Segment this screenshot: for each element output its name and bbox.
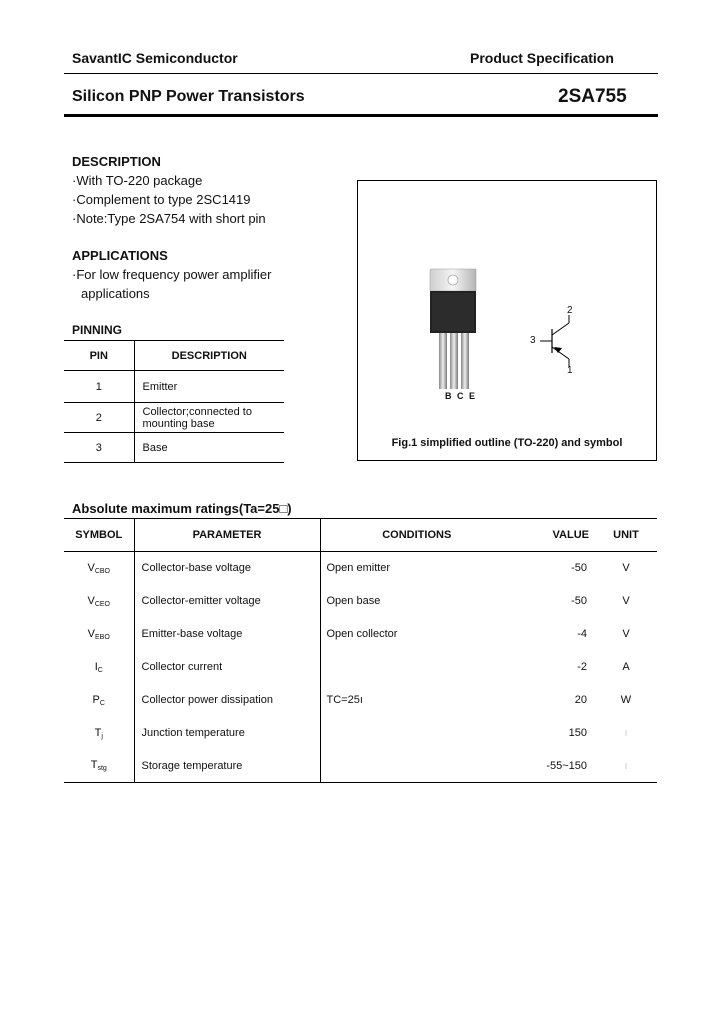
- header-rule-thick: [64, 114, 658, 117]
- pin-description: Emitter: [134, 371, 284, 403]
- value-cell: 20: [574, 694, 587, 706]
- symbol-cell: [64, 717, 134, 750]
- applications-line: ·For low frequency power amplifier: [72, 267, 272, 282]
- pin-number: 2: [64, 403, 134, 433]
- parameter-cell: Storage temperature: [134, 750, 320, 783]
- table-header-row: [64, 519, 657, 552]
- pin-description: Base: [134, 433, 284, 463]
- pin-description-line: Collector;connected to: [142, 405, 252, 418]
- col-value: VALUE: [513, 519, 595, 552]
- symbol-label-emitter: 1: [567, 365, 573, 376]
- table-row: [64, 433, 284, 463]
- symbol-label-base: 3: [530, 335, 536, 346]
- conditions-cell: [320, 651, 513, 684]
- symbol-letter: P: [92, 693, 100, 706]
- description-line: ·Complement to type 2SC1419: [72, 192, 251, 207]
- symbol-letter: V: [87, 627, 96, 640]
- applications-line: applications: [81, 286, 150, 301]
- symbol-subscript: C: [97, 666, 103, 674]
- description-line: ·With TO-220 package: [72, 173, 203, 188]
- unit-cell: A: [622, 661, 630, 673]
- symbol-letter: V: [87, 594, 95, 607]
- ratings-heading: Absolute maximum ratings(Ta=25□): [72, 501, 292, 516]
- unit-cell: V: [622, 562, 630, 575]
- value-cell: -50: [571, 595, 587, 607]
- ratings-table: [64, 518, 657, 783]
- value-cell: -4: [577, 628, 587, 640]
- figure-box: [357, 180, 657, 461]
- pin-number: 3: [64, 433, 134, 463]
- value-cell: -2: [577, 661, 587, 673]
- conditions-cell: Open collector: [326, 628, 398, 640]
- parameter-cell: Emitter-base voltage: [134, 618, 320, 651]
- symbol-cell: [64, 552, 134, 585]
- table-header-row: [64, 341, 284, 371]
- symbol-cell: [64, 618, 134, 651]
- conditions-cell: [320, 750, 513, 783]
- table-row: [64, 585, 657, 618]
- to220-package-illustration: [358, 181, 658, 462]
- col-description: DESCRIPTION: [134, 341, 284, 371]
- pinning-table: [64, 340, 284, 463]
- description-heading: DESCRIPTION: [72, 154, 161, 169]
- col-unit: UNIT: [595, 519, 657, 552]
- symbol-cell: [64, 585, 134, 618]
- conditions-cell: Open base: [326, 595, 381, 607]
- table-row: [64, 403, 284, 433]
- symbol-cell: [64, 651, 134, 684]
- parameter-cell: Collector-emitter voltage: [134, 585, 320, 618]
- symbol-cell: [64, 750, 134, 783]
- symbol-subscript: j: [101, 732, 103, 740]
- symbol-subscript: C: [99, 699, 105, 707]
- table-row: [64, 651, 657, 684]
- spec-label: Product Specification: [470, 50, 614, 66]
- symbol-subscript: EBO: [95, 633, 110, 641]
- value-cell: -55~150: [513, 750, 595, 783]
- lead-label-e: E: [469, 391, 476, 401]
- symbol-label-collector: 2: [567, 305, 573, 316]
- symbol-subscript: CBO: [94, 567, 110, 575]
- pin-description-line: mounting base: [142, 417, 215, 430]
- parameter-cell: Junction temperature: [134, 717, 320, 750]
- pin-number: 1: [64, 371, 134, 403]
- col-parameter: PARAMETER: [134, 519, 320, 552]
- unit-cell: V: [622, 628, 630, 640]
- col-pin: PIN: [64, 341, 134, 371]
- figure-caption: Fig.1 simplified outline (TO-220) and symbol: [391, 437, 623, 449]
- parameter-cell: Collector-base voltage: [134, 552, 320, 585]
- company-name: SavantIC Semiconductor: [72, 50, 238, 66]
- col-symbol: SYMBOL: [64, 519, 134, 552]
- table-row: [64, 552, 657, 585]
- value-cell: -50: [571, 562, 587, 575]
- part-number: 2SA755: [558, 86, 627, 107]
- pinning-heading: PINNING: [72, 323, 123, 337]
- pin-description: [134, 403, 284, 433]
- unit-cell: ı: [624, 727, 628, 739]
- table-row: [64, 371, 284, 403]
- symbol-letter: V: [87, 561, 95, 574]
- symbol-subscript: stg: [97, 765, 107, 773]
- symbol-cell: [64, 684, 134, 717]
- header-rule: [64, 73, 658, 74]
- lead-label-c: C: [457, 391, 464, 401]
- col-conditions: CONDITIONS: [320, 519, 513, 552]
- symbol-letter: T: [94, 726, 102, 739]
- conditions-cell: T⁣C=25ı: [326, 694, 363, 706]
- document-subtitle: Silicon PNP Power Transistors: [72, 88, 305, 105]
- parameter-cell: Collector power dissipation: [134, 684, 320, 717]
- symbol-letter: T: [90, 759, 98, 772]
- value-cell: 150: [568, 727, 587, 739]
- description-line: ·Note:Type 2SA754 with short pin: [72, 211, 266, 226]
- lead-label-b: B: [445, 391, 452, 401]
- unit-cell: W: [620, 694, 632, 706]
- unit-cell: ı: [595, 750, 657, 783]
- symbol-letter: I: [94, 660, 98, 673]
- table-row: [64, 684, 657, 717]
- table-row: [64, 750, 657, 783]
- table-row: [64, 618, 657, 651]
- table-row: [64, 717, 657, 750]
- symbol-subscript: CEO: [94, 600, 110, 608]
- conditions-cell: Open emitter: [326, 562, 391, 575]
- parameter-cell: Collector current: [134, 651, 320, 684]
- unit-cell: V: [622, 595, 630, 607]
- applications-heading: APPLICATIONS: [72, 248, 168, 263]
- conditions-cell: [320, 717, 513, 750]
